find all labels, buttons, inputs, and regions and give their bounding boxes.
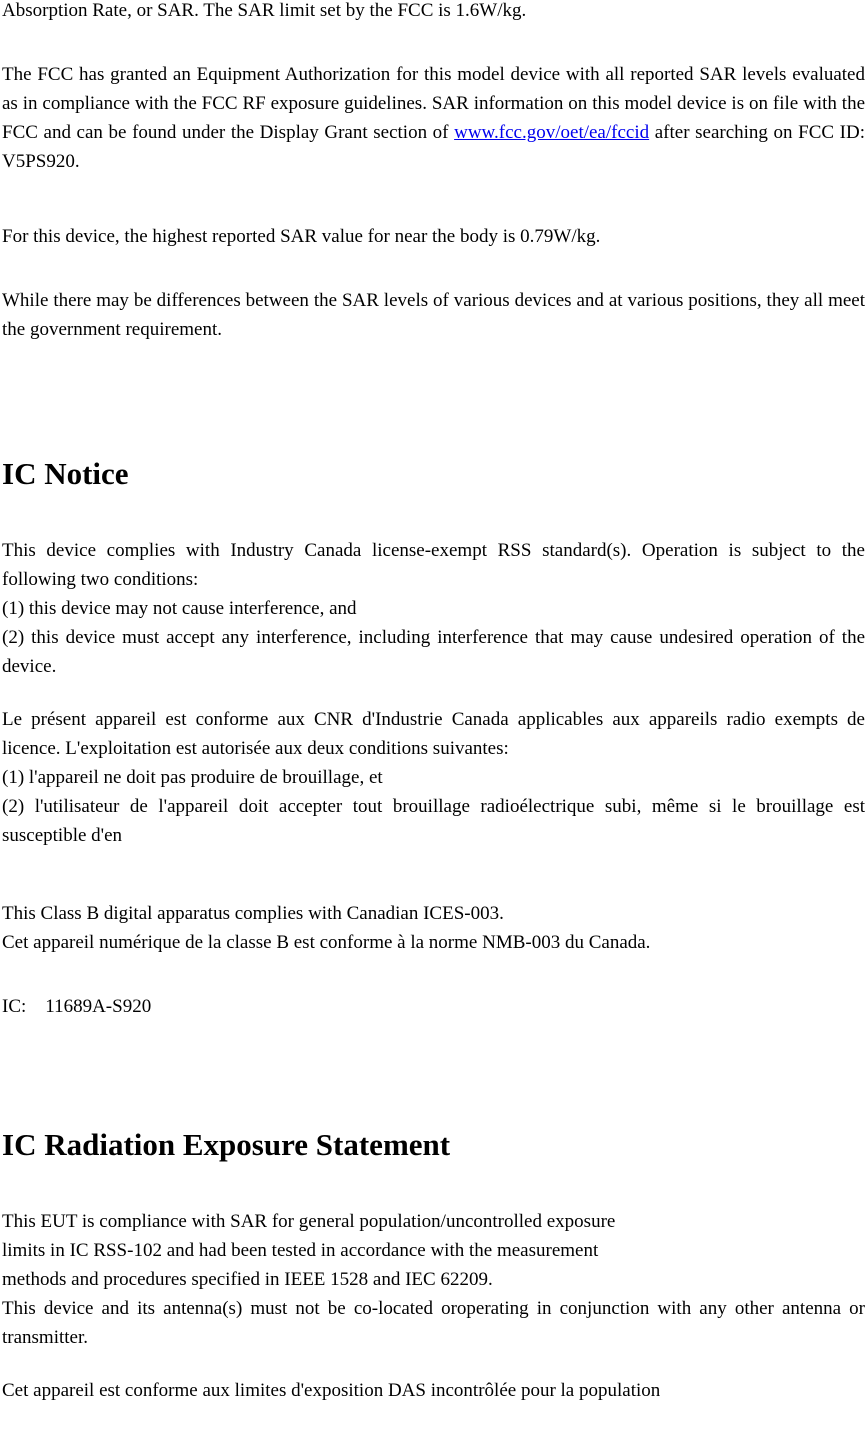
fcc-grant-paragraph [2,60,865,176]
fcc-grant-text-end: after searching on FCC ID: V5PS920. [2,122,865,172]
colocation-paragraph: This device and its antenna(s) must not be co-located oroperating in conjunction with any other antenna or transmitter. [2,1298,865,1348]
fcc-id-link[interactable]: www.fcc.gov/oet/ea/fccid [454,122,650,143]
ic-notice-fr-intro: Le présent appareil est conforme aux CNR d'Industrie Canada applicables aux appareils radio exempts de licence. L'exploitation est autorisée aux deux conditions suivantes: [2,709,865,759]
class-b-en-text: This Class B digital apparatus complies with Canadian ICES-003. [2,903,504,924]
ic-radiation-line-3: methods and procedures specified in IEEE 1528 and IEC 62209. [2,1269,493,1290]
ic-condition-1: (1) this device may not cause interference, and [2,598,357,619]
ic-fr-condition-2: (2) l'utilisateur de l'appareil doit accepter tout brouillage radioélectrique subi, même si le brouillage est susceptible d'en [2,796,865,846]
ic-radiation-line-2: limits in IC RSS-102 and had been tested in accordance with the measurement [2,1240,599,1261]
sar-limit-text: Absorption Rate, or SAR. The SAR limit set by the FCC is 1.6W/kg. [2,0,527,21]
ic-radiation-line-1: This EUT is compliance with SAR for general population/uncontrolled exposure [2,1211,616,1232]
ic-notice-intro: This device complies with Industry Canada license-exempt RSS standard(s). Operation is subject to the following two conditions: [2,540,865,590]
ic-radiation-fr-line-1: Cet appareil est conforme aux limites d'exposition DAS incontrôlée pour la population [2,1380,661,1401]
ic-notice-heading: IC Notice [2,456,129,491]
highest-sar-text: For this device, the highest reported SAR value for near the body is 0.79W/kg. [2,226,601,247]
ic-fr-condition-1: (1) l'appareil ne doit pas produire de brouillage, et [2,767,383,788]
ic-id-text: IC: 11689A-S920 [2,996,152,1017]
class-b-fr-text: Cet appareil numérique de la classe B est conforme à la norme NMB-003 du Canada. [2,932,651,953]
ic-condition-2: (2) this device must accept any interference, including interference that may cause undesired operation of the device. [2,627,865,677]
fcc-grant-text: The FCC has granted an Equipment Authorization for this model device with all reported SAR levels evaluated as in compliance with the FCC RF exposure guidelines. SAR information on this model device is on file with the FCC and can be found under the Display Grant section of [2,64,865,143]
ic-radiation-heading: IC Radiation Exposure Statement [2,1127,451,1162]
differences-paragraph: While there may be differences between the SAR levels of various devices and at various positions, they all meet the government requirement. [2,290,865,340]
